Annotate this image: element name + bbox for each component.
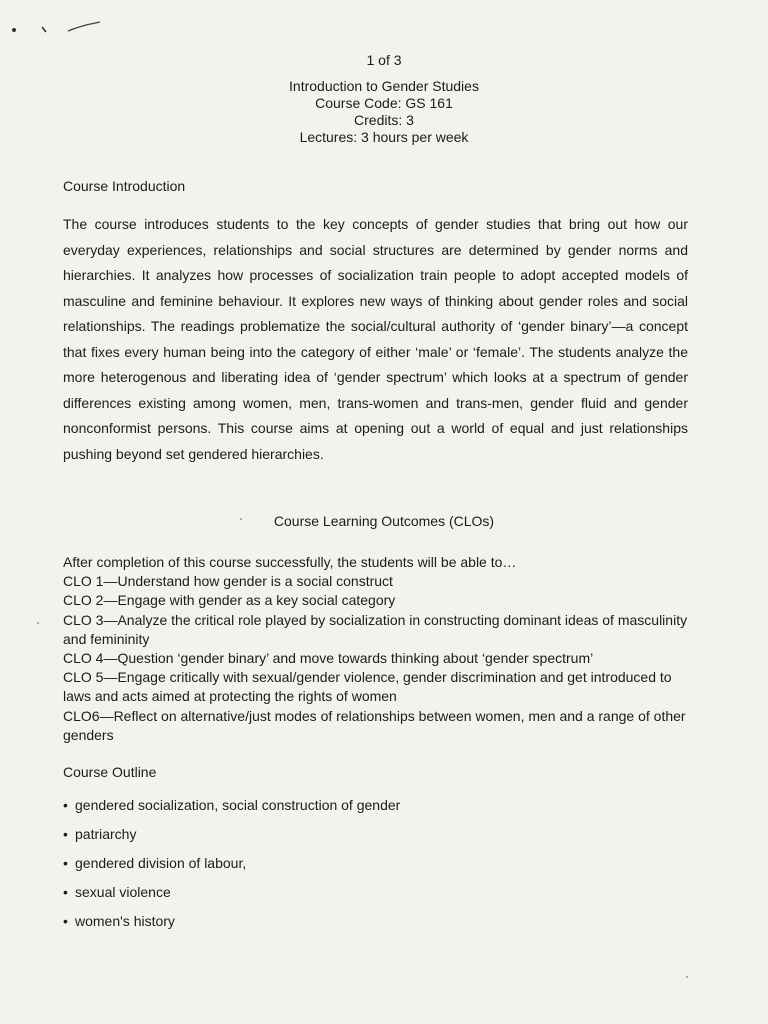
outline-item — [63, 882, 688, 911]
clo-item: CLO 2—Engage with gender as a key social category — [63, 592, 396, 609]
clo-item: CLO6—Reflect on alternative/just modes of relationships between women, men and a range of other genders — [63, 707, 686, 743]
outcomes-lead: After completion of this course successfully, the students will be able to… — [63, 554, 517, 570]
page-number: 1 of 3 — [366, 52, 402, 68]
introduction-paragraph: The course introduces students to the key concepts of gender studies that bring out how our everyday experiences, relationships and social structures are determined by gender norms and hierarchies. It analyzes how processes of socialization train people to adopt accepted models of masculine and feminine behaviour. It explores new ways of thinking about gender roles and social relationships. The readings problematize the social/cultural authority of ‘gender binary’—a concept that fixes every human being into the category of either ‘male’ or ‘female’. The students analyze the more heterogenous and liberating idea of ‘gender spectrum’ which looks at a spectrum of gender differences existing among women, men, trans-women and trans-men, gender fluid and gender nonconformist persons. This course aims at opening out a world of equal and just relationships pushing beyond set gendered hierarchies. — [63, 216, 688, 462]
bullet-icon: • — [63, 797, 68, 813]
clo-item: CLO 5—Engage critically with sexual/gender violence, gender discrimination and get introduced to laws and acts aimed at protecting the rights of women — [63, 669, 672, 705]
speck-mark — [240, 518, 242, 520]
pen-marks — [10, 14, 110, 44]
course-title: Introduction to Gender Studies — [289, 78, 479, 94]
outline-item-text: patriarchy — [75, 826, 137, 842]
bullet-icon: • — [63, 884, 68, 900]
bullet-icon: • — [63, 913, 68, 929]
outline-item — [63, 795, 688, 824]
speck-mark — [37, 622, 39, 624]
clo-item: CLO 4—Question ‘gender binary’ and move towards thinking about ‘gender spectrum’ — [63, 650, 594, 667]
outline-item-text: sexual violence — [75, 884, 171, 900]
bullet-icon: • — [63, 855, 68, 871]
outline-item-text: women's history — [75, 913, 175, 929]
course-credits: Credits: 3 — [354, 112, 414, 128]
outline-item — [63, 853, 688, 882]
course-lectures: Lectures: 3 hours per week — [299, 129, 469, 145]
document-header — [0, 52, 768, 146]
outline-list — [63, 795, 688, 940]
outline-item-text: gendered socialization, social construction of gender — [75, 797, 401, 813]
outline-heading: Course Outline — [63, 764, 157, 780]
outcomes-heading: Course Learning Outcomes (CLOs) — [273, 513, 495, 529]
speck-mark — [686, 976, 688, 978]
outcomes-list — [63, 553, 688, 745]
course-code: Course Code: GS 161 — [315, 95, 453, 111]
clo-item: CLO 1—Understand how gender is a social construct — [63, 573, 393, 590]
outline-item-text: gendered division of labour, — [75, 855, 247, 871]
bullet-icon: • — [63, 826, 68, 842]
clo-item: CLO 3—Analyze the critical role played by socialization in constructing dominant ideas of masculinity and femininity — [63, 611, 688, 647]
introduction-heading: Course Introduction — [63, 178, 186, 194]
outline-item — [63, 824, 688, 853]
outline-item — [63, 911, 688, 940]
